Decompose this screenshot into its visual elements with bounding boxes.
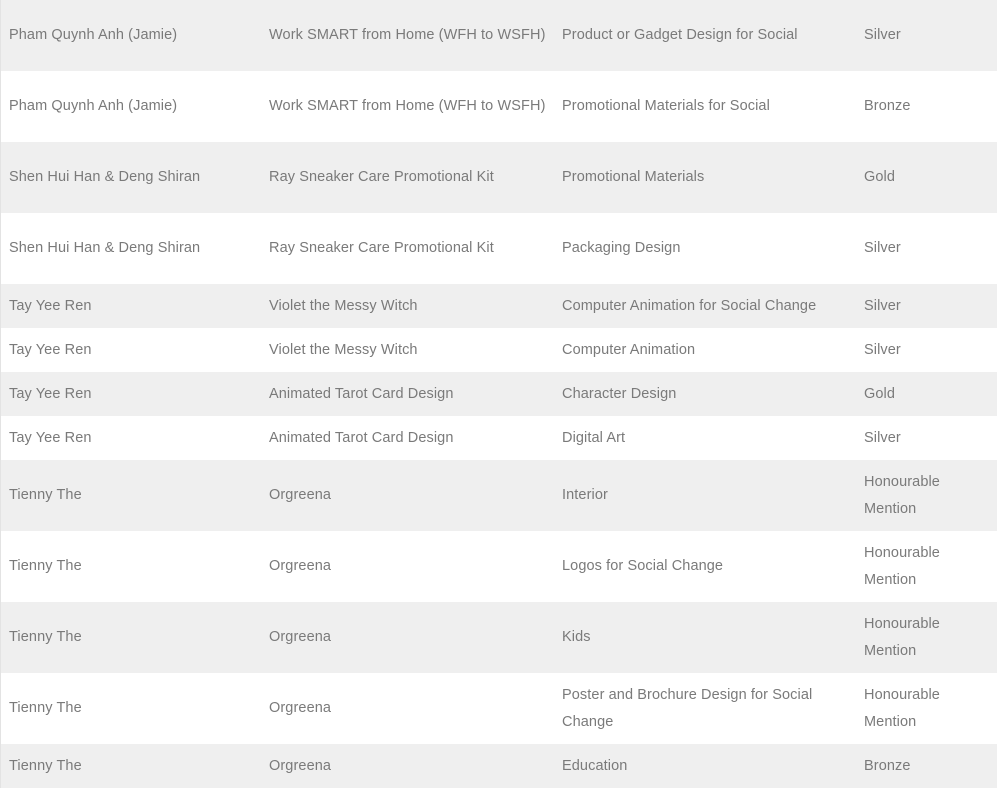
cell-award: Honourable Mention: [856, 460, 997, 531]
table-row: [1, 602, 997, 673]
table-row: [1, 460, 997, 531]
cell-name: Tay Yee Ren: [1, 372, 261, 416]
cell-category: Education: [554, 744, 856, 788]
cell-project: Work SMART from Home (WFH to WSFH): [261, 71, 554, 142]
cell-name: Pham Quynh Anh (Jamie): [1, 0, 261, 71]
cell-award: Silver: [856, 416, 997, 460]
table-row: [1, 531, 997, 602]
cell-name: Pham Quynh Anh (Jamie): [1, 71, 261, 142]
cell-award: Gold: [856, 142, 997, 213]
cell-name: Shen Hui Han & Deng Shiran: [1, 142, 261, 213]
cell-project: Violet the Messy Witch: [261, 284, 554, 328]
cell-name: Tienny The: [1, 531, 261, 602]
cell-category: Logos for Social Change: [554, 531, 856, 602]
cell-project: Orgreena: [261, 602, 554, 673]
cell-name: Tay Yee Ren: [1, 328, 261, 372]
cell-project: Orgreena: [261, 673, 554, 744]
cell-name: Tienny The: [1, 602, 261, 673]
table-row: [1, 142, 997, 213]
cell-award: Silver: [856, 328, 997, 372]
cell-award: Silver: [856, 213, 997, 284]
cell-project: Orgreena: [261, 744, 554, 788]
cell-category: Computer Animation: [554, 328, 856, 372]
cell-name: Tienny The: [1, 460, 261, 531]
cell-project: Ray Sneaker Care Promotional Kit: [261, 213, 554, 284]
table-row: [1, 673, 997, 744]
awards-table: [1, 0, 997, 788]
cell-project: Ray Sneaker Care Promotional Kit: [261, 142, 554, 213]
cell-category: Poster and Brochure Design for Social Change: [554, 673, 856, 744]
cell-project: Work SMART from Home (WFH to WSFH): [261, 0, 554, 71]
cell-award: Honourable Mention: [856, 602, 997, 673]
cell-category: Product or Gadget Design for Social: [554, 0, 856, 71]
cell-name: Tienny The: [1, 744, 261, 788]
table-row: [1, 744, 997, 788]
cell-category: Kids: [554, 602, 856, 673]
table-row: [1, 284, 997, 328]
cell-category: Character Design: [554, 372, 856, 416]
table-row: [1, 372, 997, 416]
cell-name: Shen Hui Han & Deng Shiran: [1, 213, 261, 284]
cell-award: Honourable Mention: [856, 531, 997, 602]
table-row: [1, 416, 997, 460]
cell-project: Animated Tarot Card Design: [261, 416, 554, 460]
cell-category: Computer Animation for Social Change: [554, 284, 856, 328]
table-row: [1, 328, 997, 372]
cell-name: Tay Yee Ren: [1, 284, 261, 328]
cell-project: Orgreena: [261, 460, 554, 531]
cell-category: Interior: [554, 460, 856, 531]
cell-name: Tay Yee Ren: [1, 416, 261, 460]
cell-award: Bronze: [856, 744, 997, 788]
cell-award: Gold: [856, 372, 997, 416]
cell-category: Promotional Materials: [554, 142, 856, 213]
cell-project: Violet the Messy Witch: [261, 328, 554, 372]
table-row: [1, 0, 997, 71]
cell-category: Packaging Design: [554, 213, 856, 284]
cell-award: Honourable Mention: [856, 673, 997, 744]
cell-award: Bronze: [856, 71, 997, 142]
cell-project: Animated Tarot Card Design: [261, 372, 554, 416]
cell-award: Silver: [856, 0, 997, 71]
cell-category: Promotional Materials for Social: [554, 71, 856, 142]
cell-category: Digital Art: [554, 416, 856, 460]
cell-project: Orgreena: [261, 531, 554, 602]
cell-award: Silver: [856, 284, 997, 328]
table-row: [1, 213, 997, 284]
table-row: [1, 71, 997, 142]
cell-name: Tienny The: [1, 673, 261, 744]
